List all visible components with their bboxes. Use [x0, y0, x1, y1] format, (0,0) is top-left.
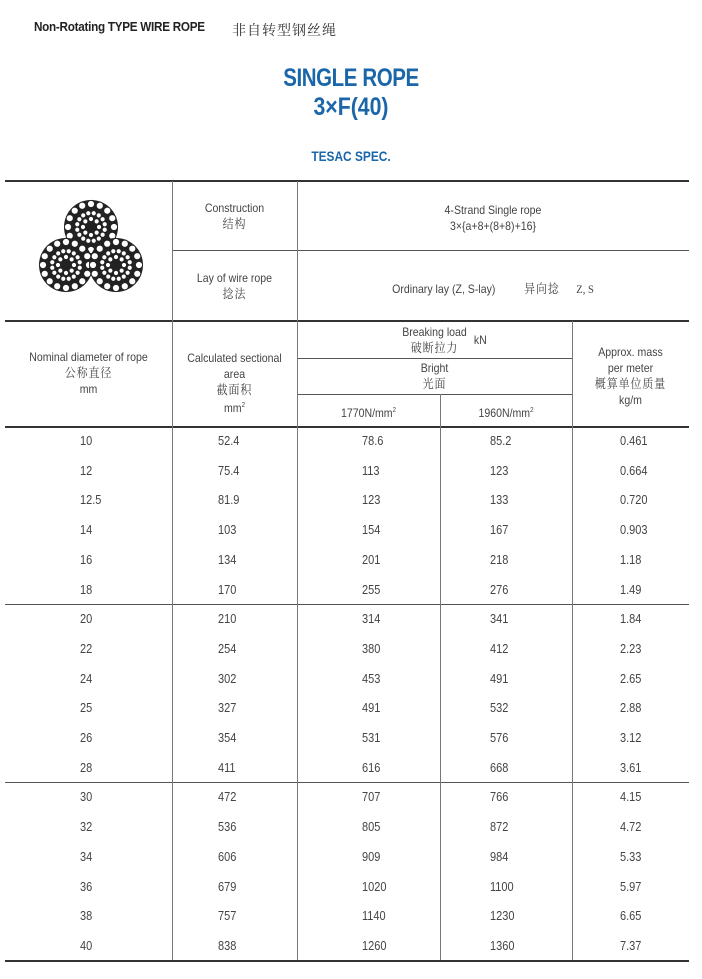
- cell-load-1770: 707: [362, 790, 381, 805]
- cell-load-1960: 85.2: [490, 434, 512, 448]
- cell-load-1770: 201: [362, 552, 381, 567]
- table-row: [0, 761, 702, 791]
- cell-diameter: 12.5: [80, 493, 102, 508]
- table-row: [0, 583, 702, 613]
- cell-diameter: 12: [80, 463, 93, 478]
- cell-load-1960: 412: [490, 641, 509, 656]
- cell-load-1960: 576: [490, 731, 509, 745]
- table-row: [0, 731, 702, 761]
- header-area-cn: 截面积: [216, 383, 253, 397]
- cell-area: 134: [218, 552, 237, 567]
- cell-diameter: 40: [80, 938, 93, 953]
- cell-load-1770: 154: [362, 523, 381, 538]
- cell-mass: 0.664: [620, 463, 648, 478]
- cell-diameter: 38: [80, 909, 93, 924]
- cell-load-1960: 167: [490, 523, 509, 538]
- table-row: [0, 820, 702, 850]
- cell-diameter: 22: [80, 641, 93, 656]
- table-row: [0, 880, 702, 910]
- cell-load-1960: 133: [490, 493, 509, 508]
- cell-load-1770: 805: [362, 820, 381, 835]
- table-row: [0, 612, 702, 642]
- cell-load-1960: 1100: [490, 879, 514, 894]
- table-row: [0, 523, 702, 553]
- cell-area: 75.4: [218, 463, 240, 478]
- cell-mass: 5.97: [620, 879, 642, 894]
- header-bright-en: Bright: [420, 361, 449, 375]
- cell-load-1770: 491: [362, 701, 381, 716]
- header-bright-cn: 光面: [422, 377, 447, 391]
- construction-label-en: Construction: [204, 201, 265, 215]
- cell-diameter: 32: [80, 820, 93, 835]
- construction-label: [180, 200, 290, 232]
- header-title-en: Non-Rotating TYPE WIRE ROPE: [34, 19, 205, 34]
- area-unit-text: mm: [223, 401, 242, 415]
- construction-value-line1: 4-Strand Single rope: [444, 203, 542, 217]
- construction-divider: [172, 250, 689, 251]
- header-diameter-unit: mm: [79, 382, 98, 396]
- table-row: [0, 909, 702, 939]
- cell-load-1960: 491: [490, 671, 509, 686]
- cell-diameter: 14: [80, 523, 93, 538]
- header-mass: [579, 344, 682, 408]
- table-row: [0, 790, 702, 820]
- table-row: [0, 493, 702, 523]
- table-top-border: [5, 180, 689, 182]
- cell-diameter: 25: [80, 701, 93, 716]
- cell-load-1960: 872: [490, 820, 509, 835]
- cell-load-1770: 314: [362, 612, 381, 627]
- table-row: [0, 434, 702, 464]
- header-top-border: [5, 320, 689, 322]
- area-unit-sup: 2: [241, 402, 246, 409]
- cell-load-1960: 341: [490, 612, 509, 627]
- cell-load-1770: 616: [362, 760, 381, 775]
- cell-load-1960: 123: [490, 463, 509, 478]
- cell-area: 170: [218, 582, 237, 597]
- header-grade-1770: [306, 403, 432, 421]
- lay-value: [321, 281, 666, 297]
- cell-diameter: 28: [80, 760, 93, 775]
- cell-load-1960: 276: [490, 582, 509, 597]
- cell-diameter: 20: [80, 612, 93, 627]
- header-area-en: Calculated sectional area: [187, 351, 282, 381]
- cell-mass: 6.65: [620, 909, 642, 924]
- grade2-text: 1960N/mm: [478, 406, 531, 420]
- lay-label-en: Lay of wire rope: [196, 271, 273, 285]
- header-mass-unit: kg/m: [619, 393, 642, 407]
- cell-mass: 7.37: [620, 938, 642, 953]
- lay-label: [180, 270, 290, 302]
- cell-area: 210: [218, 612, 237, 627]
- table-row: [0, 642, 702, 672]
- cell-load-1960: 532: [490, 701, 509, 716]
- construction-label-cn: 结构: [222, 217, 247, 231]
- cell-diameter: 24: [80, 671, 93, 686]
- lay-label-cn: 捻法: [222, 287, 247, 301]
- cell-load-1960: 1360: [490, 938, 515, 953]
- cell-mass: 0.720: [620, 493, 648, 508]
- cell-mass: 0.903: [620, 523, 648, 538]
- cell-load-1960: 984: [490, 849, 509, 864]
- header-diameter-cn: 公称直径: [64, 366, 113, 380]
- cell-mass: 3.61: [620, 760, 642, 775]
- header-mass-en2: per meter: [607, 361, 654, 375]
- cell-area: 103: [218, 523, 237, 538]
- cell-load-1770: 909: [362, 849, 381, 864]
- header-mass-cn: 概算单位质量: [594, 377, 667, 391]
- spec-label: TESAC SPEC.: [311, 148, 391, 164]
- header-grade-1960: [448, 403, 564, 421]
- cell-load-1770: 78.6: [362, 434, 384, 448]
- header-title-cn: 非自转型钢丝绳: [232, 22, 337, 38]
- cell-load-1960: 668: [490, 760, 509, 775]
- header-diameter: [15, 349, 162, 397]
- header-breaking-en: Breaking load: [402, 325, 467, 339]
- lay-value-zs: Z, S: [576, 282, 594, 296]
- page-title: SINGLE ROPE: [283, 64, 419, 92]
- cell-mass: 0.461: [620, 434, 648, 448]
- cell-diameter: 10: [80, 434, 93, 448]
- cell-area: 472: [218, 790, 237, 805]
- cell-load-1770: 113: [362, 463, 380, 478]
- cell-load-1770: 123: [362, 493, 381, 508]
- cell-diameter: 26: [80, 731, 93, 745]
- rope-cross-section-icon: [36, 197, 146, 302]
- grade1-sup: 2: [392, 407, 397, 414]
- table-row: [0, 850, 702, 880]
- cell-load-1770: 1020: [362, 879, 387, 894]
- table-row: [0, 939, 702, 969]
- cell-mass: 3.12: [620, 731, 642, 745]
- header-area: [180, 350, 290, 416]
- cell-area: 679: [218, 879, 237, 894]
- header-diameter-en: Nominal diameter of rope: [29, 350, 148, 364]
- cell-area: 838: [218, 938, 237, 953]
- table-row: [0, 701, 702, 731]
- header-breaking-load: [314, 324, 556, 356]
- cell-area: 254: [218, 641, 237, 656]
- cell-mass: 1.49: [620, 582, 642, 597]
- rope-construction-title: 3×F(40): [313, 93, 389, 121]
- cell-load-1770: 453: [362, 671, 381, 686]
- cell-load-1770: 531: [362, 731, 381, 745]
- cell-load-1960: 766: [490, 790, 509, 805]
- grade1-text: 1770N/mm: [340, 406, 393, 420]
- cell-area: 327: [218, 701, 237, 716]
- header-mass-en1: Approx. mass: [598, 345, 663, 359]
- cell-load-1960: 218: [490, 552, 509, 567]
- cell-mass: 4.15: [620, 790, 642, 805]
- cell-mass: 1.18: [620, 552, 642, 567]
- cell-load-1960: 1230: [490, 909, 515, 924]
- lay-value-cn: 异向捻: [524, 282, 560, 296]
- cell-diameter: 30: [80, 790, 93, 805]
- cell-mass: 1.84: [620, 612, 642, 627]
- cell-area: 81.9: [218, 493, 240, 508]
- cell-area: 536: [218, 820, 237, 835]
- header-area-unit: [180, 398, 290, 416]
- cell-load-1770: 255: [362, 582, 381, 597]
- table-row: [0, 553, 702, 583]
- table-row: [0, 464, 702, 494]
- cell-mass: 5.33: [620, 849, 642, 864]
- grade2-sup: 2: [530, 407, 534, 414]
- cell-mass: 2.23: [620, 641, 642, 656]
- cell-diameter: 16: [80, 552, 93, 567]
- cell-diameter: 36: [80, 879, 93, 894]
- header-breaking-cn: 破断拉力: [410, 341, 459, 355]
- cell-load-1770: 1260: [362, 938, 387, 953]
- cell-area: 52.4: [218, 434, 240, 448]
- cell-diameter: 34: [80, 849, 93, 864]
- cell-load-1770: 1140: [362, 909, 386, 924]
- header-bottom-border: [5, 426, 689, 428]
- cell-mass: 4.72: [620, 820, 642, 835]
- cell-area: 757: [218, 909, 237, 924]
- breaking-divider: [297, 358, 572, 359]
- cell-mass: 2.65: [620, 671, 642, 686]
- bright-divider: [297, 394, 572, 395]
- cell-area: 354: [218, 731, 237, 745]
- cell-load-1770: 380: [362, 641, 381, 656]
- table-row: [0, 672, 702, 702]
- cell-area: 411: [218, 760, 236, 775]
- cell-area: 302: [218, 671, 237, 686]
- construction-value-line2: 3×{a+8+(8+8)+16}: [449, 219, 537, 233]
- header-breaking-unit: kN: [473, 333, 487, 347]
- header-bright: [314, 360, 556, 392]
- cell-area: 606: [218, 849, 237, 864]
- lay-value-en: Ordinary lay (Z, S-lay): [392, 282, 496, 296]
- cell-diameter: 18: [80, 582, 93, 597]
- construction-value: [321, 202, 666, 234]
- cell-mass: 2.88: [620, 701, 642, 716]
